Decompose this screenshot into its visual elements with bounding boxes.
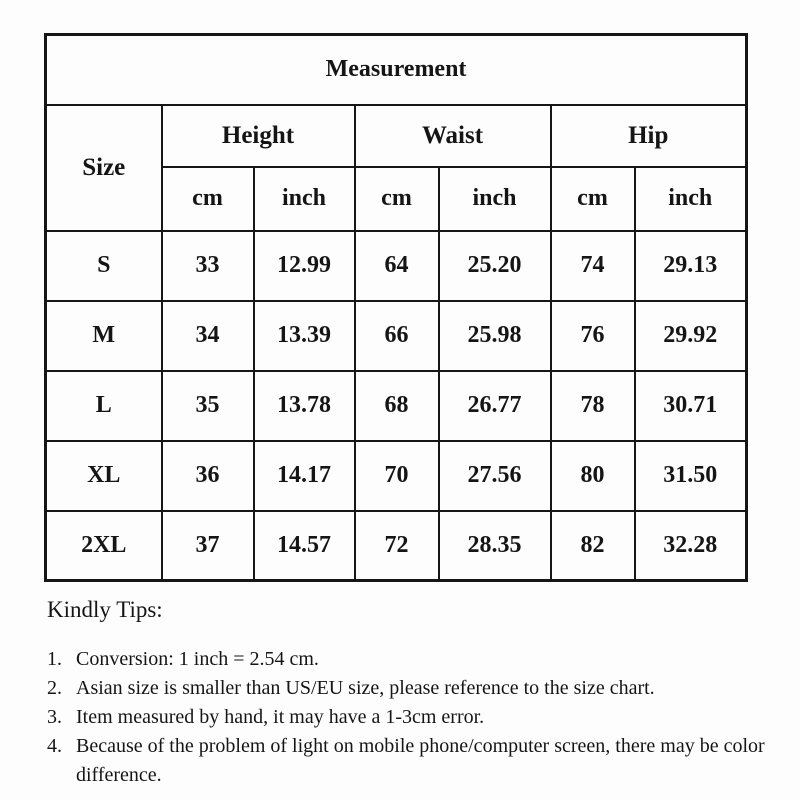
value-cell: 32.28: [635, 511, 747, 581]
tips-heading: Kindly Tips:: [47, 597, 163, 622]
value-cell: 13.78: [254, 371, 355, 441]
group-header-row: [46, 105, 747, 167]
measurement-table: [44, 33, 748, 582]
size-cell: 2XL: [46, 511, 162, 581]
tip-item: [47, 645, 766, 674]
value-cell: 78: [551, 371, 635, 441]
value-cell: 13.39: [254, 301, 355, 371]
tip-text: Conversion: 1 inch = 2.54 cm.: [76, 648, 319, 670]
value-cell: 34: [162, 301, 254, 371]
value-cell: 29.92: [635, 301, 747, 371]
value-cell: 26.77: [439, 371, 551, 441]
value-cell: 82: [551, 511, 635, 581]
value-cell: 64: [355, 231, 439, 301]
value-cell: 35: [162, 371, 254, 441]
value-cell: 29.13: [635, 231, 747, 301]
value-cell: 28.35: [439, 511, 551, 581]
value-cell: 25.20: [439, 231, 551, 301]
value-cell: 25.98: [439, 301, 551, 371]
tips-section: [47, 596, 766, 790]
unit-header-height-inch: inch: [254, 167, 355, 231]
unit-header-waist-cm: cm: [355, 167, 439, 231]
table-title: Measurement: [46, 35, 747, 105]
tip-item: [47, 703, 766, 732]
table-row-2xl: [46, 511, 747, 581]
table-row-l: [46, 371, 747, 441]
value-cell: 31.50: [635, 441, 747, 511]
tip-number: 2.: [47, 677, 62, 699]
title-row: [46, 35, 747, 105]
unit-header-hip-inch: inch: [635, 167, 747, 231]
tip-item: [47, 674, 766, 703]
tip-number: 4.: [47, 735, 62, 757]
unit-header-waist-inch: inch: [439, 167, 551, 231]
value-cell: 68: [355, 371, 439, 441]
value-cell: 14.17: [254, 441, 355, 511]
tip-item: [47, 732, 766, 790]
table-row-xl: [46, 441, 747, 511]
value-cell: 36: [162, 441, 254, 511]
value-cell: 76: [551, 301, 635, 371]
value-cell: 27.56: [439, 441, 551, 511]
size-cell: XL: [46, 441, 162, 511]
value-cell: 37: [162, 511, 254, 581]
value-cell: 30.71: [635, 371, 747, 441]
tip-text: Asian size is smaller than US/EU size, please reference to the size chart.: [76, 677, 655, 699]
unit-header-hip-cm: cm: [551, 167, 635, 231]
value-cell: 12.99: [254, 231, 355, 301]
size-cell: S: [46, 231, 162, 301]
tip-text: Item measured by hand, it may have a 1-3cm error.: [76, 706, 485, 728]
col-header-size: Size: [46, 105, 162, 231]
size-cell: M: [46, 301, 162, 371]
tip-number: 1.: [47, 648, 62, 670]
value-cell: 66: [355, 301, 439, 371]
tip-number: 3.: [47, 706, 62, 728]
value-cell: 72: [355, 511, 439, 581]
value-cell: 14.57: [254, 511, 355, 581]
col-header-waist: Waist: [355, 105, 551, 167]
size-cell: L: [46, 371, 162, 441]
table-row-s: [46, 231, 747, 301]
col-header-hip: Hip: [551, 105, 747, 167]
tip-text: Because of the problem of light on mobile phone/computer screen, there may be color difference.: [76, 735, 765, 786]
tips-list: [47, 645, 766, 790]
value-cell: 74: [551, 231, 635, 301]
value-cell: 70: [355, 441, 439, 511]
table-row-m: [46, 301, 747, 371]
col-header-height: Height: [162, 105, 355, 167]
unit-header-height-cm: cm: [162, 167, 254, 231]
value-cell: 80: [551, 441, 635, 511]
value-cell: 33: [162, 231, 254, 301]
